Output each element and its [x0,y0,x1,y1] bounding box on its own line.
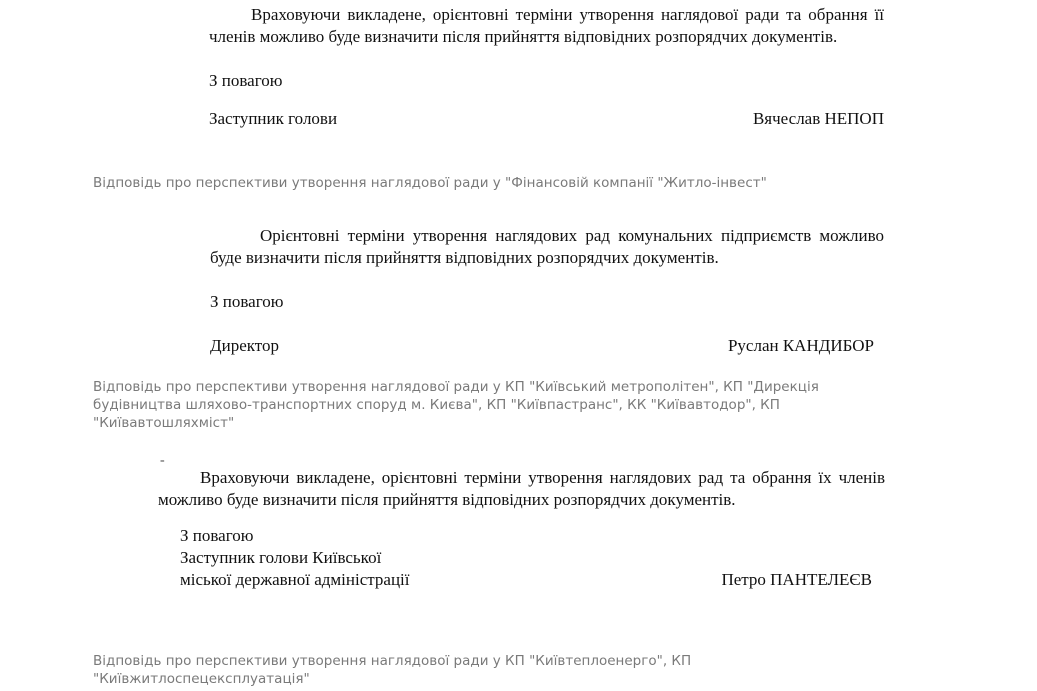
stray-mark: - [160,453,165,468]
closing-text: З повагою [180,526,254,545]
signer-position: Заступник голови [209,109,338,128]
signer-name: Петро ПАНТЕЛЕЄВ [721,570,872,589]
signature-row [210,335,874,357]
image-caption: Відповідь про перспективи утворення наглядової ради у КП "Київський метрополітен", КП "Дирекція будівництва шляхово-транспортних споруд м. Києва", КП "Київпастранс", КК "Київавтодор", КП "Київавтошляхміст" [93,379,819,431]
signer-position: Директор [210,336,279,355]
signer-name: Вячеслав НЕПОП [752,109,884,128]
closing-text: З повагою [209,71,283,90]
image-caption: Відповідь про перспективи утворення наглядової ради у КП "Київтеплоенерго", КП "Київжитлоспецексплуатація" [93,653,692,687]
image-caption: Відповідь про перспективи утворення наглядової ради у "Фінансовій компанії "Житло-інвест" [93,175,767,191]
letter-paragraph: Орієнтовні терміни утворення наглядових рад комунальних підприємств можливо буде визначити після прийняття відповідних розпорядчих документів. [210,226,884,267]
signature-row [180,569,872,591]
letter-excerpt-1 [209,4,884,130]
signature-block [158,525,872,591]
letter-paragraph: Враховуючи викладене, орієнтовні терміни утворення наглядової ради та обрання її членів можливо буде визначити після прийняття відповідних розпорядчих документів. [209,5,884,46]
signer-name: Руслан КАНДИБОР [727,336,874,355]
signer-position-line: міської державної адміністрації [180,570,410,589]
letter-excerpt-2 [210,225,884,357]
closing-text: З повагою [210,292,284,311]
signer-position-line: Заступник голови Київської [180,548,382,567]
letter-excerpt-3 [158,467,885,591]
letter-paragraph: Враховуючи викладене, орієнтовні терміни утворення наглядових рад та обрання їх членів можливо буде визначити після прийняття відповідних розпорядчих документів. [158,468,885,509]
signature-row [209,108,884,130]
